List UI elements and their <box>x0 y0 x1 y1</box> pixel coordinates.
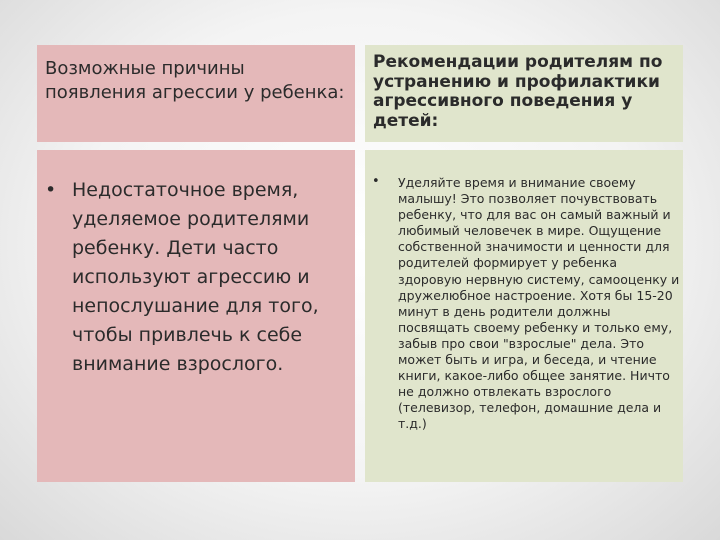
cause-item: Недостаточное время, уделяемое родителями ребенку. Дети часто используют агрессию и непослушание для того, чтобы привлечь к себе внимание взрослого. <box>72 179 319 375</box>
causes-header: Возможные причины появления агрессии у ребенка: <box>45 58 345 103</box>
recommendations-header-cell <box>365 45 683 142</box>
recommendations-header: Рекомендации родителям по устранению и профилактики агрессивного поведения у детей: <box>373 52 663 131</box>
recommendations-body-cell <box>365 150 683 482</box>
causes-header-cell <box>37 45 355 142</box>
causes-body-cell <box>37 150 355 482</box>
bullet-icon: • <box>45 179 57 201</box>
bullet-icon: • <box>372 174 380 189</box>
recommendation-item: Уделяйте время и внимание своему малышу! Это позволяет почувствовать ребенку, что для вас он самый важный и любимый человечек в мире. Ощущение собственной значимости и ценности для родителей формирует у ребенка здоровую нервную систему, самооценку и дружелюбное настроение. Хотя бы 15-20 минут в день родители должны посвящать своему ребенку и только ему, забыв про свои "взрослые" дела. Это может быть и игра, и беседа, и чтение книги, какое-либо общее занятие. Ничто не должно отвлекать взрослого (телевизор, телефон, домашние дела и т.д.) <box>398 175 680 432</box>
